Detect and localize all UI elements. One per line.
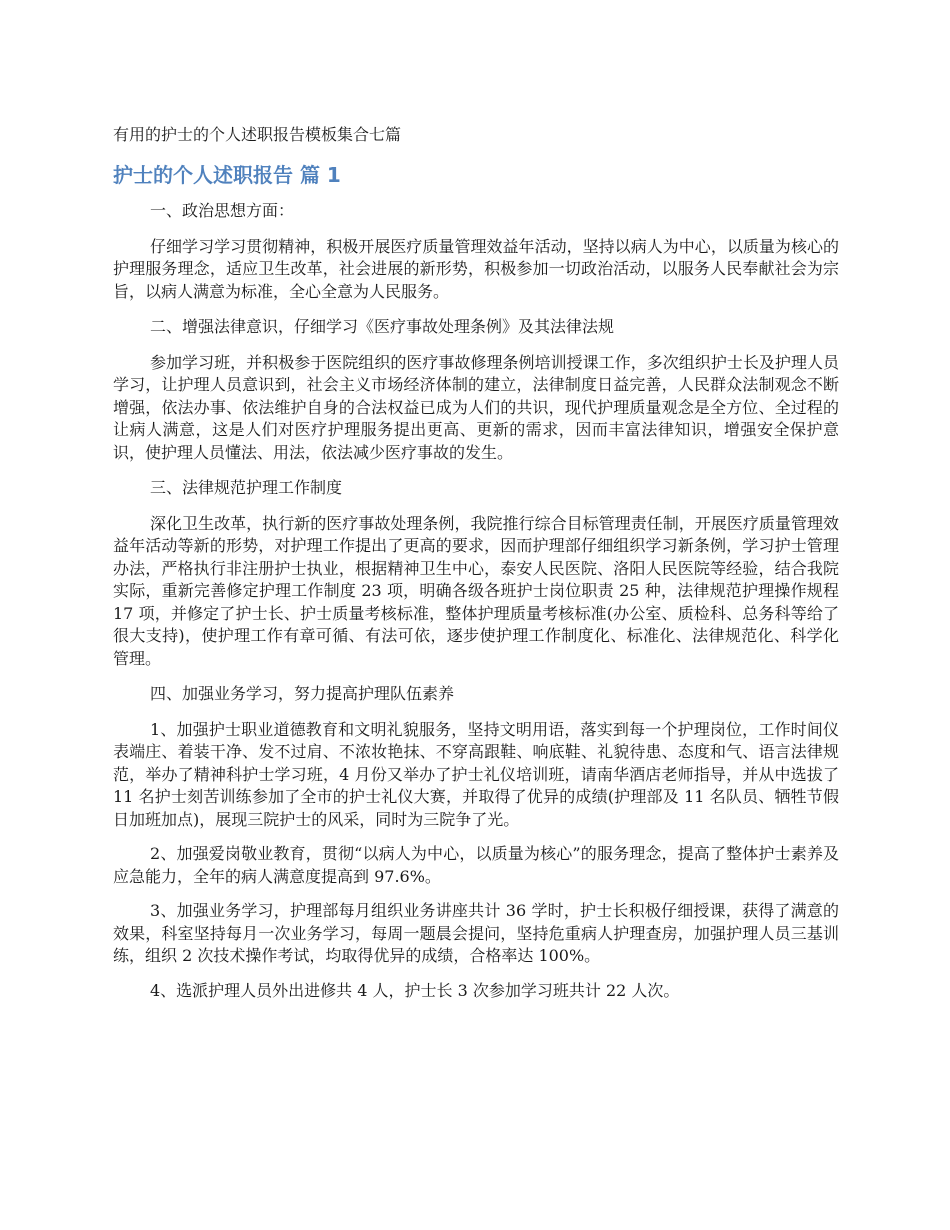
paragraph-study-item-2: 2、加强爱岗敬业教育，贯彻“以病人为中心，以质量为核心”的服务理念，提高了整体护士素养及应急能力，全年的病人满意度提高到 97.6%。: [113, 844, 839, 886]
paragraph-study-item-4: 4、选派护理人员外出进修共 4 人，护士长 3 次参加学习班共计 22 人次。: [150, 980, 680, 1000]
paragraph-politics-body: 仔细学习学习贯彻精神，积极开展医疗质量管理效益年活动，坚持以病人为中心，以质量为核心的护理服务理念，适应卫生改革，社会进展的新形势，积极参加一切政治活动，以服务人民奉献社会为宗旨，以病人满意为标准，全心全意为人民服务。: [113, 236, 839, 301]
paragraph-politics-heading: 一、政治思想方面：: [150, 201, 295, 220]
paragraph-study-heading: 四、加强业务学习，努力提高护理队伍素养: [150, 684, 455, 703]
paragraph-rules-body: 深化卫生改革，执行新的医疗事故处理条例，我院推行综合目标管理责任制，开展医疗质量管理效益年活动等新的形势，对护理工作提出了更高的要求，因而护理部仔细组织学习新条例，学习护士管理办法，严格执行非注册护士执业，根据精神卫生中心，泰安人民医院、洛阳人民医院等经验，结合我院实际，重新完善修定护理工作制度 23 项，明确各级各班护士岗位职责 25 种，法律规范护理操作规程 17 项，并修定了护士长、护士质量考核标准，整体护理质量考核标准(办公室、质检科、总务科等给了很大支持)，使护理工作有章可循、有法可依，逐步使护理工作制度化、标准化、法律规范化、科学化管理。: [113, 513, 839, 668]
paragraph-law-body: 参加学习班，并积极参于医院组织的医疗事故修理条例培训授课工作，多次组织护士长及护理人员学习，让护理人员意识到，社会主义市场经济体制的建立，法律制度日益完善，人民群众法制观念不断增强，依法办事、依法维护自身的合法权益已成为人们的共识，现代护理质量观念是全方位、全过程的让病人满意，这是人们对医疗护理服务提出更高、更新的需求，因而丰富法律知识，增强安全保护意识，使护理人员懂法、用法，依法减少医疗事故的发生。: [113, 352, 839, 462]
paragraph-law-heading: 二、增强法律意识，仔细学习《医疗事故处理条例》及其法律法规: [150, 317, 615, 336]
document-title: 有用的护士的个人述职报告模板集合七篇: [113, 125, 402, 144]
document-page: [113, 122, 839, 1014]
section-heading: 护士的个人述职报告 篇 1: [113, 163, 341, 187]
paragraph-study-item-3: 3、加强业务学习，护理部每月组织业务讲座共计 36 学时，护士长积极仔细授课，获得了满意的效果，科室坚持每月一次业务学习，每周一题晨会提问，坚持危重病人护理查房，加强护理人员三基训练，组织 2 次技术操作考试，均取得优异的成绩，合格率达 100%。: [113, 901, 839, 965]
paragraph-study-item-1: 1、加强护士职业道德教育和文明礼貌服务，坚持文明用语，落实到每一个护理岗位，工作时间仪表端庄、着装干净、发不过肩、不浓妆艳抹、不穿高跟鞋、响底鞋、礼貌待患、态度和气、语言法律规范，举办了精神科护士学习班，4 月份又举办了护士礼仪培训班，请南华酒店老师指导，并从中选拔了 11 名护士刻苦训练参加了全市的护士礼仪大赛，并取得了优异的成绩(护理部及 11 名队员、牺牲节假日加班加点)，展现三院护士的风采，同时为三院争了光。: [113, 719, 839, 829]
paragraph-rules-heading: 三、法律规范护理工作制度: [150, 478, 343, 497]
